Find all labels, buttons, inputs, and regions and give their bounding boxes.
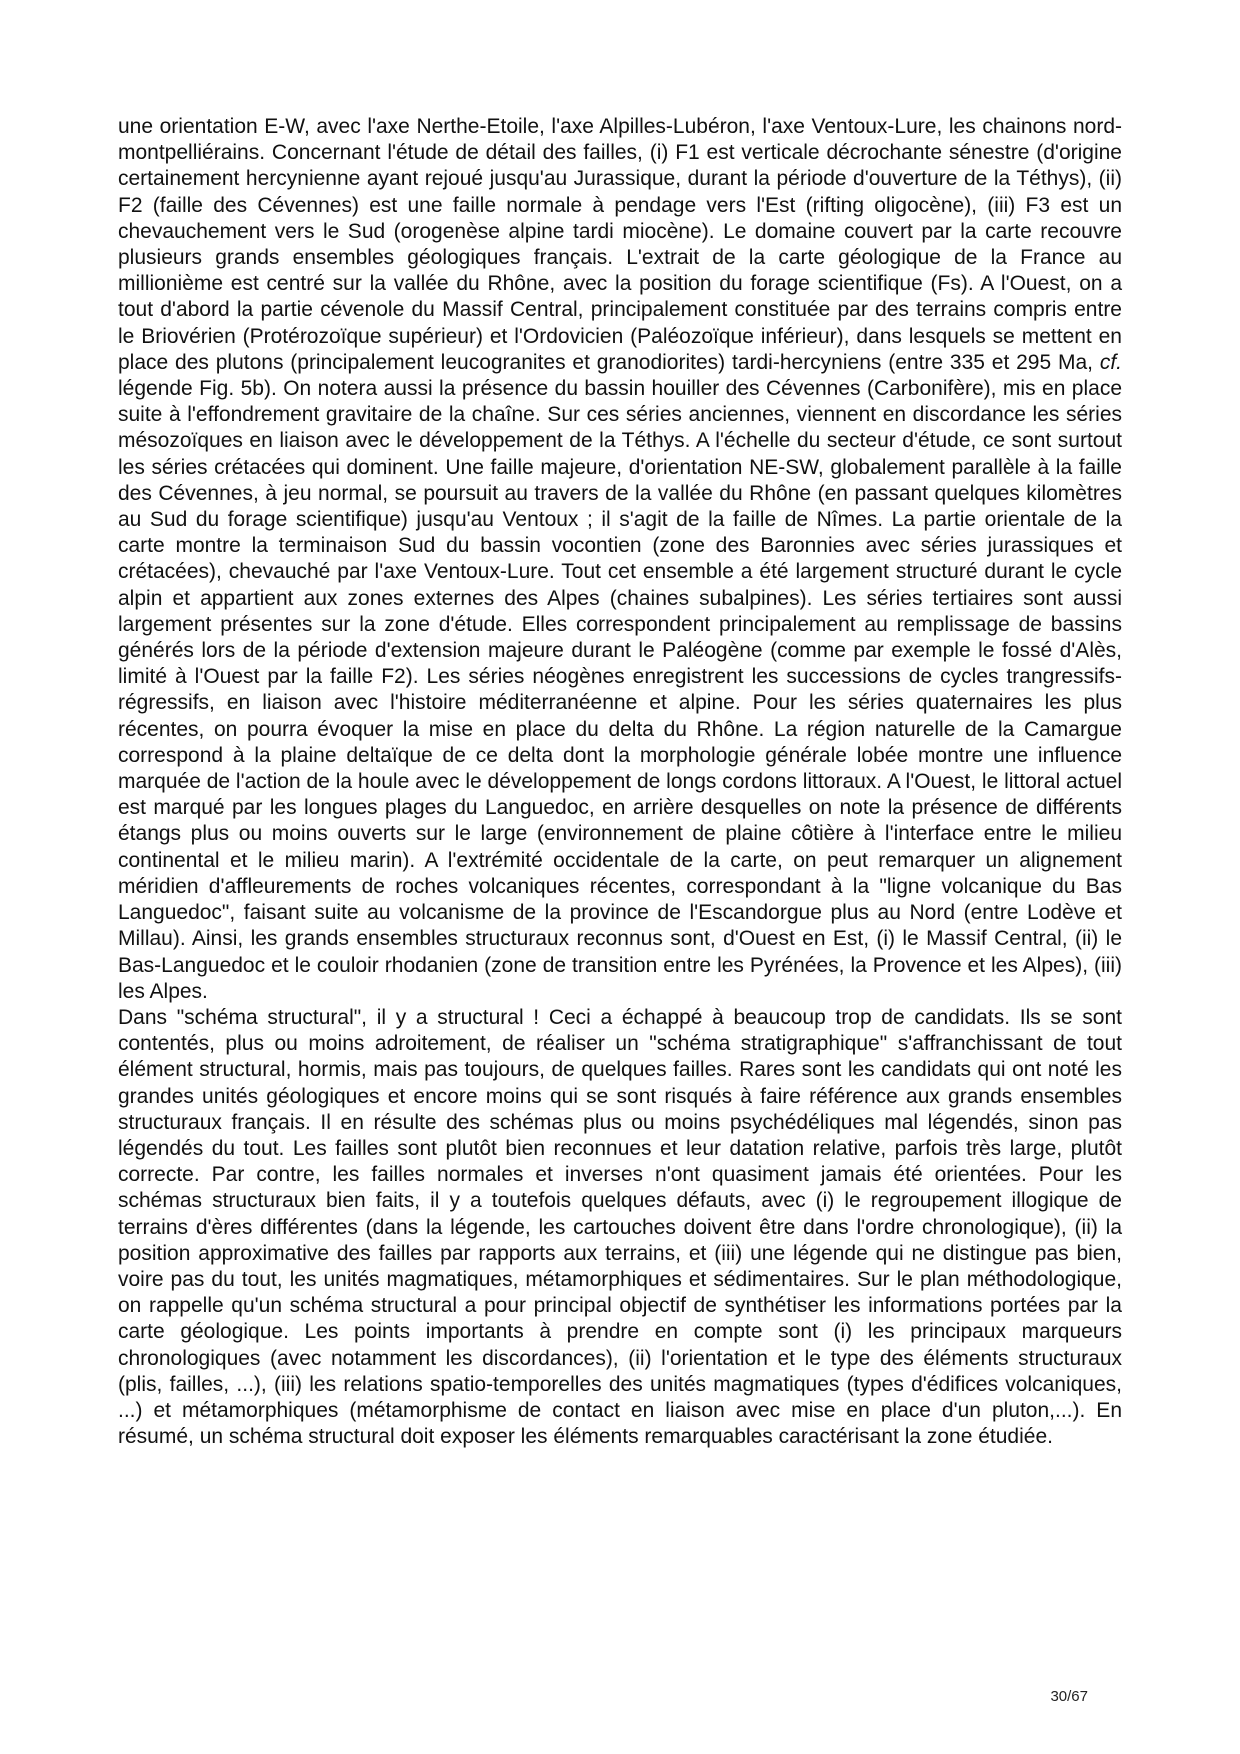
text-run: Dans "schéma structural", il y a structural ! Ceci a échappé à beaucoup trop de candidats. Ils se sont contentés, plus ou moins adroitement, de réaliser un "schéma stratigraphique" s'affranchissant de tout élément structural, hormis, mais pas toujours, de quelques failles. Rares sont les candidats qui ont noté les grandes unités géologiques et encore moins qui se sont risqués à faire référence aux grands ensembles structuraux français. Il en résulte des schémas plus ou moins psychédéliques mal légendés, sinon pas légendés du tout. Les failles sont plutôt bien reconnues et leur datation relative, parfois très large, plutôt correcte. Par contre, les failles normales et inverses n'ont quasiment jamais été orientées. Pour les schémas structuraux bien faits, il y a toutefois quelques défauts, avec (i) le regroupement illogique de terrains d'ères différentes (dans la légende, les cartouches doivent être dans l'ordre chronologique), (ii) la position approximative des failles par rapports aux terrains, et (iii) une légende qui ne distingue pas bien, voire pas du tout, les unités magmatiques, métamorphiques et sédimentaires. Sur le plan méthodologique, on rappelle qu'un schéma structural a pour principal objectif de synthétiser les informations portées par la carte géologique. Les points importants à prendre en compte sont (i) les principaux marqueurs chronologiques (avec notamment les discordances), (ii) l'orientation et le type des éléments structuraux (plis, failles, ...), (iii) les relations spatio-temporelles des unités magmatiques (types d'édifices volcaniques, ...) et métamorphiques (métamorphisme de contact en liaison avec mise en place d'un pluton,...). En résumé, un schéma structural doit exposer les éléments remarquables caractérisant la zone étudiée. — [118, 1005, 1122, 1449]
text-run: légende Fig. 5b). On notera aussi la présence du bassin houiller des Cévennes (Carbonifère), mis en place suite à l'effondrement gravitaire de la chaîne. Sur ces séries anciennes, viennent en discordance les séries mésozoïques en liaison avec le développement de la Téthys. A l'échelle du secteur d'étude, ce sont surtout les séries crétacées qui dominent. Une faille majeure, d'orientation NE-SW, globalement parallèle à la faille des Cévennes, à jeu normal, se poursuit au travers de la vallée du Rhône (en passant quelques kilomètres au Sud du forage scientifique) jusqu'au Ventoux ; il s'agit de la faille de Nîmes. La partie orientale de la carte montre la terminaison Sud du bassin vocontien (zone des Baronnies avec séries jurassiques et crétacées), chevauché par l'axe Ventoux-Lure. Tout cet ensemble a été largement structuré durant le cycle alpin et appartient aux zones externes des Alpes (chaines subalpines). Les séries tertiaires sont aussi largement présentes sur la zone d'étude. Elles correspondent principalement au remplissage de bassins générés lors de la période d'extension majeure durant le Paléogène (comme par exemple le fossé d'Alès, limité à l'Ouest par la faille F2). Les séries néogènes enregistrent les successions de cycles trangressifs-régressifs, en liaison avec l'histoire méditerranéenne et alpine. Pour les séries quaternaires les plus récentes, on pourra évoquer la mise en place du delta du Rhône. La région naturelle de la Camargue correspond à la plaine deltaïque de ce delta dont la morphologie générale lobée montre une influence marquée de l'action de la houle avec le développement de longs cordons littoraux. A l'Ouest, le littoral actuel est marqué par les longues plages du Languedoc, en arrière desquelles on note la présence de différents étangs plus ou moins ouverts sur le large (environnement de plaine côtière à l'interface entre le milieu continental et le milieu marin). A l'extrémité occidentale de la carte, on peut remarquer un alignement méridien d'affleurements de roches volcaniques récentes, correspondant à la "ligne volcanique du Bas Languedoc", faisant suite au volcanisme de la province de l'Escandorgue plus au Nord (entre Lodève et Millau). Ainsi, les grands ensembles structuraux reconnus sont, d'Ouest en Est, (i) le Massif Central, (ii) le Bas-Languedoc et le couloir rhodanien (zone de transition entre les Pyrénées, la Provence et les Alpes), (iii) les Alpes. — [118, 377, 1122, 1003]
page-number: 30/67 — [1050, 1688, 1088, 1705]
paragraph — [118, 1005, 1122, 1450]
text-run: une orientation E-W, avec l'axe Nerthe-Etoile, l'axe Alpilles-Lubéron, l'axe Ventoux-Lure, les chainons nord-montpelliérains. Concernant l'étude de détail des failles, (i) F1 est verticale décrochante sénestre (d'origine certainement hercynienne ayant rejoué jusqu'au Jurassique, durant la période d'ouverture de la Téthys), (ii) F2 (faille des Cévennes) est une faille normale à pendage vers l'Est (rifting oligocène), (iii) F3 est un chevauchement vers le Sud (orogenèse alpine tardi miocène). Le domaine couvert par la carte recouvre plusieurs grands ensembles géologiques français. L'extrait de la carte géologique de la France au millionième est centré sur la vallée du Rhône, avec la position du forage scientifique (Fs). A l'Ouest, on a tout d'abord la partie cévenole du Massif Central, principalement constituée par des terrains compris entre le Briovérien (Protérozoïque supérieur) et l'Ordovicien (Paléozoïque inférieur), dans lesquels se mettent en place des plutons (principalement leucogranites et granodiorites) tardi-hercyniens (entre 335 et 295 Ma, — [118, 115, 1122, 374]
body-text — [118, 114, 1122, 1450]
paragraph — [118, 114, 1122, 1005]
text-run-italic: cf. — [1099, 350, 1122, 374]
